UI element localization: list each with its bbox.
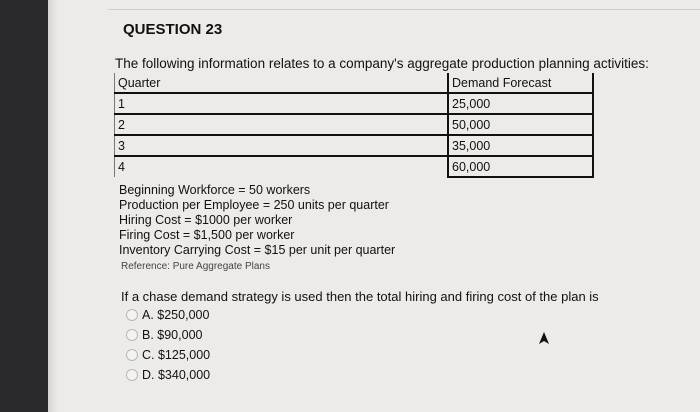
- option-d[interactable]: [126, 365, 210, 385]
- option-label: C. $125,000: [142, 348, 211, 362]
- question-title: QUESTION 23: [123, 21, 223, 38]
- table-row: [115, 93, 594, 114]
- radio-button-icon[interactable]: [126, 349, 138, 361]
- quarter-cell: 3: [115, 135, 449, 156]
- quarter-cell: 2: [115, 114, 449, 135]
- header-demand-forecast: Demand Forecast: [448, 73, 593, 93]
- table-row: [115, 156, 594, 177]
- table-header-row: [115, 73, 594, 93]
- question-prompt: If a chase demand strategy is used then the total hiring and firing cost of the plan is: [121, 289, 599, 304]
- page-shade: [48, 0, 58, 412]
- option-label: D. $340,000: [142, 368, 211, 382]
- param-firing-cost: Firing Cost = $1,500 per worker: [119, 228, 295, 242]
- demand-cell: 50,000: [448, 114, 593, 135]
- param-inventory-carrying-cost: Inventory Carrying Cost = $15 per unit per quarter: [119, 243, 396, 257]
- option-c[interactable]: [126, 345, 210, 365]
- option-label: B. $90,000: [142, 328, 203, 342]
- top-divider: [108, 9, 700, 10]
- quarter-cell: 1: [115, 93, 449, 114]
- demand-table: [114, 73, 594, 178]
- demand-cell: 35,000: [448, 135, 593, 156]
- parameters-list: [119, 183, 395, 258]
- option-b[interactable]: [126, 325, 210, 345]
- demand-cell: 25,000: [448, 93, 593, 114]
- question-intro: The following information relates to a company's aggregate production planning activities:: [115, 56, 649, 71]
- demand-cell: 60,000: [448, 156, 593, 177]
- param-hiring-cost: Hiring Cost = $1000 per worker: [119, 213, 293, 227]
- option-label: A. $250,000: [142, 308, 210, 322]
- reference-note: Reference: Pure Aggregate Plans: [121, 261, 270, 272]
- quarter-cell: 4: [115, 156, 449, 177]
- param-production-per-employee: Production per Employee = 250 units per quarter: [119, 198, 389, 212]
- radio-button-icon[interactable]: [126, 369, 138, 381]
- param-beginning-workforce: Beginning Workforce = 50 workers: [119, 183, 311, 197]
- option-a[interactable]: [126, 305, 210, 325]
- table-row: [115, 135, 594, 156]
- radio-button-icon[interactable]: [126, 309, 138, 321]
- table-row: [115, 114, 594, 135]
- answer-options: [126, 305, 210, 385]
- header-quarter: Quarter: [115, 73, 449, 93]
- mouse-pointer-icon: [536, 331, 550, 347]
- radio-button-icon[interactable]: [126, 329, 138, 341]
